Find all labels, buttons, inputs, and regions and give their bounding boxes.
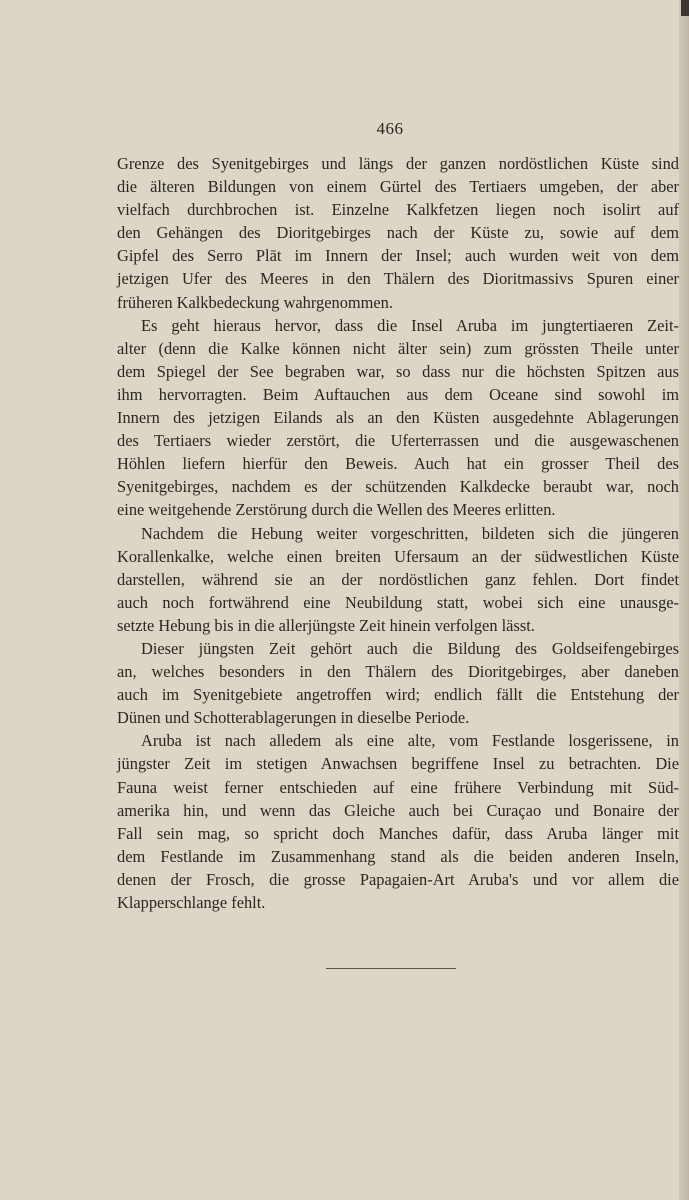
text-line: Nachdem die Hebung weiter vorgeschritten, bildeten sich die jüngeren <box>141 523 679 543</box>
text-line: auch noch fortwährend eine Neubildung statt, wobei sich eine unausge- <box>117 592 679 612</box>
text-line: eine weitgehende Zerstörung durch die Wellen des Meeres erlitten. <box>117 500 556 520</box>
text-line: darstellen, während sie an der nordöstlichen ganz fehlen. Dort findet <box>117 569 679 589</box>
text-line: Grenze des Syenitgebirges und längs der ganzen nordöstlichen Küste sind <box>117 154 679 173</box>
body-text <box>117 152 679 914</box>
text-line: ihm hervorragten. Beim Auftauchen aus dem Oceane sind sowohl im <box>117 384 679 404</box>
text-line: Aruba ist nach alledem als eine alte, vom Festlande losgerissene, in <box>141 731 679 751</box>
text-line: jüngster Zeit im stetigen Anwachsen begriffene Insel zu betrachten. Die <box>117 754 679 774</box>
text-line: jetzigen Ufer des Meeres in den Thälern des Dioritmassivs Spuren einer <box>117 269 679 289</box>
text-line: Höhlen liefern hierfür den Beweis. Auch hat ein grosser Theil des <box>117 454 679 474</box>
text-line: Dünen und Schotterablagerungen in dieselbe Periode. <box>117 708 470 728</box>
text-line: Korallenkalke, welche einen breiten Ufersaum an der südwestlichen Küste <box>117 546 679 566</box>
text-line: Innern des jetzigen Eilands als an den Küsten ausgedehnte Ablagerungen <box>117 408 679 428</box>
text-line: auch im Syenitgebiete angetroffen wird; endlich fällt die Entstehung der <box>117 685 679 705</box>
text-line: dem Spiegel der See begraben war, so dass nur die höchsten Spitzen aus <box>117 361 679 381</box>
text-line: den Gehängen des Dioritgebirges nach der Küste zu, sowie auf dem <box>117 223 679 243</box>
text-line: Fall sein mag, so spricht doch Manches dafür, dass Aruba länger mit <box>117 823 679 843</box>
text-line: die älteren Bildungen von einem Gürtel des Tertiaers umgeben, der aber <box>117 177 679 197</box>
text-line: Gipfel des Serro Plāt im Innern der Insel; auch wurden weit von dem <box>117 246 679 266</box>
text-line: setzte Hebung bis in die allerjüngste Zeit hinein verfolgen lässt. <box>117 615 535 635</box>
page-number: 466 <box>376 119 404 138</box>
text-line: alter (denn die Kalke können nicht älter sein) zum grössten Theile unter <box>117 338 679 358</box>
corner-mark <box>681 0 689 16</box>
page-edge <box>679 0 689 1200</box>
text-line: an, welches besonders in den Thälern des Dioritgebirges, aber daneben <box>117 662 679 682</box>
text-line: des Tertiaers wieder zerstört, die Uferterrassen und die ausgewaschenen <box>117 431 679 451</box>
text-line: Syenitgebirges, nachdem es der schützenden Kalkdecke beraubt war, noch <box>117 477 679 497</box>
text-line: vielfach durchbrochen ist. Einzelne Kalkfetzen liegen noch isolirt auf <box>117 200 679 220</box>
text-line: amerika hin, und wenn das Gleiche auch bei Curaçao und Bonaire der <box>117 800 679 820</box>
text-line: denen der Frosch, die grosse Papagaien-Art Aruba's und vor allem die <box>117 869 679 889</box>
end-rule <box>326 968 456 969</box>
text-line: Dieser jüngsten Zeit gehört auch die Bildung des Goldseifengebirges <box>141 638 679 658</box>
text-line: früheren Kalkbedeckung wahrgenommen. <box>117 292 393 312</box>
text-line: Klapperschlange fehlt. <box>117 893 266 912</box>
text-line: Fauna weist ferner entschieden auf eine frühere Verbindung mit Süd- <box>117 777 679 797</box>
text-line: dem Festlande im Zusammenhang stand als die beiden anderen Inseln, <box>117 846 679 866</box>
text-line: Es geht hieraus hervor, dass die Insel Aruba im jungtertiaeren Zeit- <box>141 315 679 335</box>
